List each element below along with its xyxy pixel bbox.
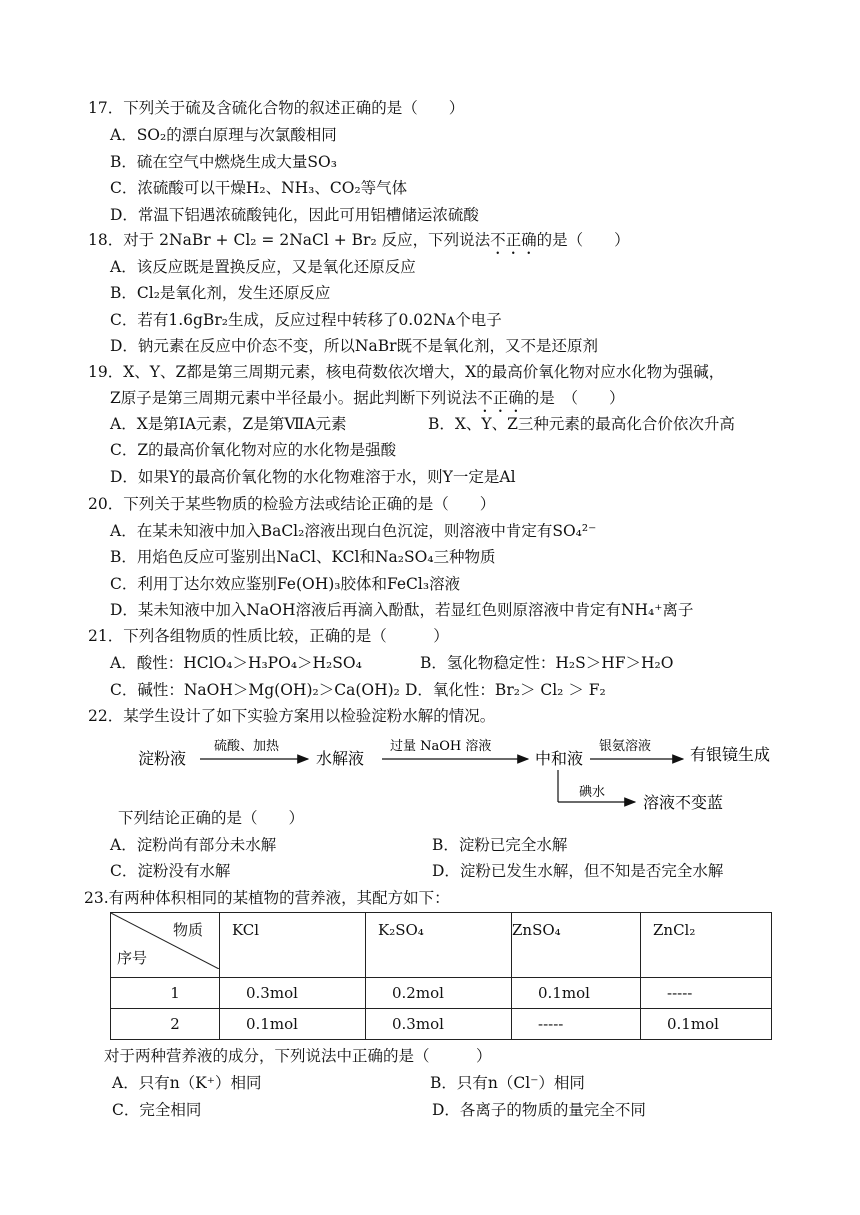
q22-option-d: D．淀粉已发生水解，但不知是否完全水解: [432, 862, 724, 880]
q19-option-c: C．Z的最高价氧化物对应的水化物是强酸: [110, 441, 397, 459]
flow-step2-label: 过量 NaOH 溶液: [390, 739, 492, 754]
flow-mid1: 水解液: [316, 749, 365, 768]
q21-stem: 21．下列各组物质的性质比较，正确的是（ ）: [88, 627, 449, 645]
q17-option-d: D．常温下铝遇浓硫酸钝化，因此可用铝槽储运浓硫酸: [110, 206, 479, 224]
q23-option-a: A．只有n（K⁺）相同: [112, 1074, 262, 1092]
q21-option-a: A．酸性：HClO₄＞H₃PO₄＞H₂SO₄: [110, 654, 362, 672]
q20-option-b: B．用焰色反应可鉴别出NaCl、KCl和Na₂SO₄三种物质: [110, 548, 496, 566]
q23-prompt: 对于两种营养液的成分，下列说法中正确的是（ ）: [104, 1047, 492, 1065]
flow-mid2: 中和液: [535, 749, 584, 768]
q21-option-d: D．氧化性：Br₂＞ Cl₂ ＞ F₂: [405, 681, 606, 699]
nutrient-table: [110, 912, 772, 1040]
q17-option-c: C．浓硫酸可以干燥H₂、NH₃、CO₂等气体: [110, 179, 408, 197]
q21-option-c: C．碱性：NaOH＞Mg(OH)₂＞Ca(OH)₂: [110, 681, 400, 699]
q20-option-a: A．在某未知液中加入BaCl₂溶液出现白色沉淀，则溶液中肯定有SO₄²⁻: [110, 522, 597, 540]
q18-option-b: B．Cl₂是氧化剂，发生还原反应: [110, 284, 331, 302]
header-znso4: ZnSO₄: [512, 913, 641, 978]
q19-option-d: D．如果Y的最高价氧化物的水化物难溶于水，则Y一定是Al: [110, 468, 516, 486]
q19-stem-line1: 19．X、Y、Z都是第三周期元素，核电荷数依次增大，X的最高价氧化物对应水化物为强碱，: [88, 363, 725, 381]
q18-emphasis: 不正确: [490, 231, 537, 249]
table-cell: -----: [641, 978, 772, 1009]
header-zncl2: ZnCl₂: [641, 913, 772, 978]
q19-stem-line2: Z原子是第三周期元素中半径最小。据此判断下列说法不正确的是 （ ）: [110, 389, 625, 407]
table-cell: 0.1mol: [220, 1009, 366, 1040]
q23-option-c: C．完全相同: [112, 1101, 202, 1119]
table-corner-cell: [111, 913, 220, 978]
q22-prompt: 下列结论正确的是（ ）: [118, 809, 305, 827]
q19-option-b: B．X、Y、Z三种元素的最高化合价依次升高: [428, 415, 735, 433]
flow-step4-label: 碘水: [579, 785, 606, 800]
row-id: 2: [111, 1009, 220, 1040]
q22-option-b: B．淀粉已完全水解: [432, 836, 568, 854]
q23-option-d: D．各离子的物质的量完全不同: [432, 1101, 646, 1119]
q18-option-c: C．若有1.6gBr₂生成，反应过程中转移了0.02Nᴀ个电子: [110, 311, 502, 329]
table-cell: 0.2mol: [366, 978, 512, 1009]
header-kcl: KCl: [220, 913, 366, 978]
q18-option-d: D．钠元素在反应中价态不变，所以NaBr既不是氧化剂，又不是还原剂: [110, 337, 599, 355]
q17-option-a: A．SO₂的漂白原理与次氯酸相同: [110, 126, 337, 144]
table-cell: 0.3mol: [220, 978, 366, 1009]
q20-stem: 20．下列关于某些物质的检验方法或结论正确的是（ ）: [88, 495, 496, 513]
q23-stem: 23.有两种体积相同的某植物的营养液，其配方如下：: [84, 889, 450, 907]
corner-bottom-label: 序号: [117, 949, 148, 967]
q21-option-b: B．氢化物稳定性：H₂S＞HF＞H₂O: [420, 654, 674, 672]
flow-step1-label: 硫酸、加热: [214, 739, 280, 754]
header-k2so4: K₂SO₄: [366, 913, 512, 978]
q22-option-a: A．淀粉尚有部分未水解: [110, 836, 277, 854]
row-id: 1: [111, 978, 220, 1009]
q23-option-b: B．只有n（Cl⁻）相同: [430, 1074, 585, 1092]
table-cell: 0.3mol: [366, 1009, 512, 1040]
q20-option-c: C．利用丁达尔效应鉴别Fe(OH)₃胶体和FeCl₃溶液: [110, 575, 461, 593]
flow-step3-label: 银氨溶液: [599, 739, 652, 754]
q17-stem: 17．下列关于硫及含硫化合物的叙述正确的是（ ）: [88, 99, 465, 117]
table-cell: 0.1mol: [512, 978, 641, 1009]
q18-stem: 18．对于 2NaBr + Cl₂ = 2NaCl + Br₂ 反应，下列说法不正确的是（ ）: [88, 231, 630, 249]
table-header-row: [111, 913, 772, 978]
table-row: [111, 1009, 772, 1040]
flow-start: 淀粉液: [138, 749, 187, 768]
q19-emphasis: 不正确: [477, 389, 524, 407]
table-cell: -----: [512, 1009, 641, 1040]
corner-top-label: 物质: [173, 921, 204, 939]
q18-option-a: A．该反应既是置换反应，又是氧化还原反应: [110, 258, 416, 276]
table-cell: 0.1mol: [641, 1009, 772, 1040]
flow-end1: 有银镜生成: [690, 745, 771, 764]
q22-option-c: C．淀粉没有水解: [110, 862, 231, 880]
q22-stem: 22．某学生设计了如下实验方案用以检验淀粉水解的情况。: [88, 707, 496, 725]
q20-option-d: D．某未知液中加入NaOH溶液后再滴入酚酞，若显红色则原溶液中肯定有NH₄⁺离子: [110, 601, 694, 619]
flow-end2: 溶液不变蓝: [643, 793, 724, 812]
table-row: [111, 978, 772, 1009]
q19-option-a: A．X是第ⅠA元素，Z是第ⅦA元素: [110, 415, 347, 433]
q17-option-b: B．硫在空气中燃烧生成大量SO₃: [110, 153, 337, 171]
